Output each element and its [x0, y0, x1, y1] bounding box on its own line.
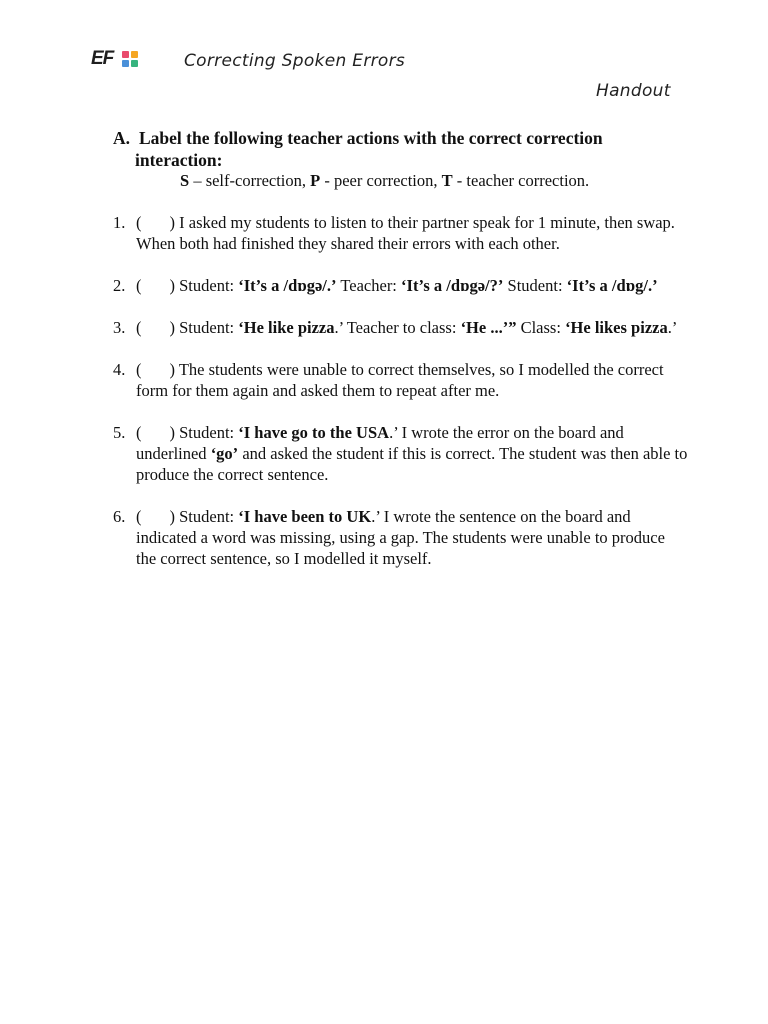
exercise-item-3: [113, 317, 688, 338]
item-text: .’ I wrote the sentence on the board and indicated a word was missing, using a gap. The students were unable to produce the correct sentence, so I modelled it myself.: [136, 507, 665, 568]
quoted-utterance: ‘He like pizza: [238, 318, 335, 337]
item-text: Student:: [175, 423, 239, 442]
item-text: Class:: [516, 318, 566, 337]
answer-blank-open: (: [136, 360, 142, 379]
exercise-item-6: [113, 506, 688, 569]
answer-blank-close: ): [169, 318, 175, 337]
item-number: 2.: [113, 276, 126, 295]
logo-wordmark: EF: [91, 48, 114, 69]
key-code-p: P: [310, 171, 321, 190]
quoted-utterance: ‘He ...’”: [460, 318, 517, 337]
item-number: 1.: [113, 213, 126, 232]
exercise-item-2: [113, 275, 688, 296]
document-type-label: Handout: [596, 81, 671, 101]
answer-blank-open: (: [136, 507, 142, 526]
document-title: Correcting Spoken Errors: [184, 51, 406, 71]
quoted-word: ‘go’: [210, 444, 239, 463]
item-number: 5.: [113, 423, 126, 442]
item-text: Teacher:: [336, 276, 402, 295]
section-heading: [113, 127, 673, 171]
answer-blank-open: (: [136, 423, 142, 442]
item-text: The students were unable to correct themselves, so I modelled the correct form for them again and asked them to repeat after me.: [136, 360, 664, 400]
ef-logo: [91, 49, 143, 69]
exercise-item-4: [113, 359, 688, 401]
item-text: Student:: [503, 276, 567, 295]
key-sep-t: -: [452, 171, 467, 190]
quoted-utterance: ‘He likes pizza: [565, 318, 668, 337]
quoted-utterance: ‘It’s a /dɒgə/?’: [401, 276, 504, 295]
item-text: and asked the student if this is correct. The student was then able to produce the correct sentence.: [136, 444, 688, 484]
answer-blank-close: ): [169, 213, 175, 232]
answer-blank-close: ): [169, 507, 175, 526]
item-number: 3.: [113, 318, 126, 337]
exercise-item-5: [113, 422, 688, 485]
answer-blank-open: (: [136, 276, 142, 295]
exercise-item-1: [113, 212, 688, 254]
item-number: 6.: [113, 507, 126, 526]
key-sep-s: –: [189, 171, 206, 190]
item-text: I asked my students to listen to their partner speak for 1 minute, then swap. When both had finished they shared their errors with each other.: [136, 213, 675, 253]
key-sep-p: -: [320, 171, 334, 190]
item-number: 4.: [113, 360, 126, 379]
quoted-utterance: ‘It’s a /dɒgə/.’: [238, 276, 337, 295]
key-code-t: T: [441, 171, 453, 190]
item-text: .’ Teacher to class:: [334, 318, 461, 337]
quoted-utterance: ‘I have been to UK: [238, 507, 372, 526]
key-desc-s: self-correction,: [205, 171, 311, 190]
correction-key: [180, 171, 589, 191]
key-desc-t: teacher correction.: [466, 171, 590, 190]
answer-blank-close: ): [169, 423, 175, 442]
quoted-utterance: ‘I have go to the USA: [238, 423, 390, 442]
item-text: Student:: [175, 507, 239, 526]
section-letter: A.: [113, 128, 131, 148]
logo-squares-icon: [122, 51, 138, 67]
item-text: .’: [667, 318, 678, 337]
key-code-s: S: [180, 171, 190, 190]
heading-line-1: Label the following teacher actions with the correct correction: [139, 128, 603, 148]
answer-blank-close: ): [169, 360, 175, 379]
answer-blank-open: (: [136, 213, 142, 232]
quoted-utterance: ‘It’s a /dɒg/.’: [566, 276, 658, 295]
key-desc-p: peer correction,: [333, 171, 442, 190]
answer-blank-close: ): [169, 276, 175, 295]
item-text: .’ I wrote the error on the board and underlined: [136, 423, 624, 463]
item-text: Student:: [175, 276, 239, 295]
answer-blank-open: (: [136, 318, 142, 337]
heading-line-2: interaction:: [135, 150, 223, 170]
exercise-list: [113, 212, 688, 590]
item-text: Student:: [175, 318, 239, 337]
